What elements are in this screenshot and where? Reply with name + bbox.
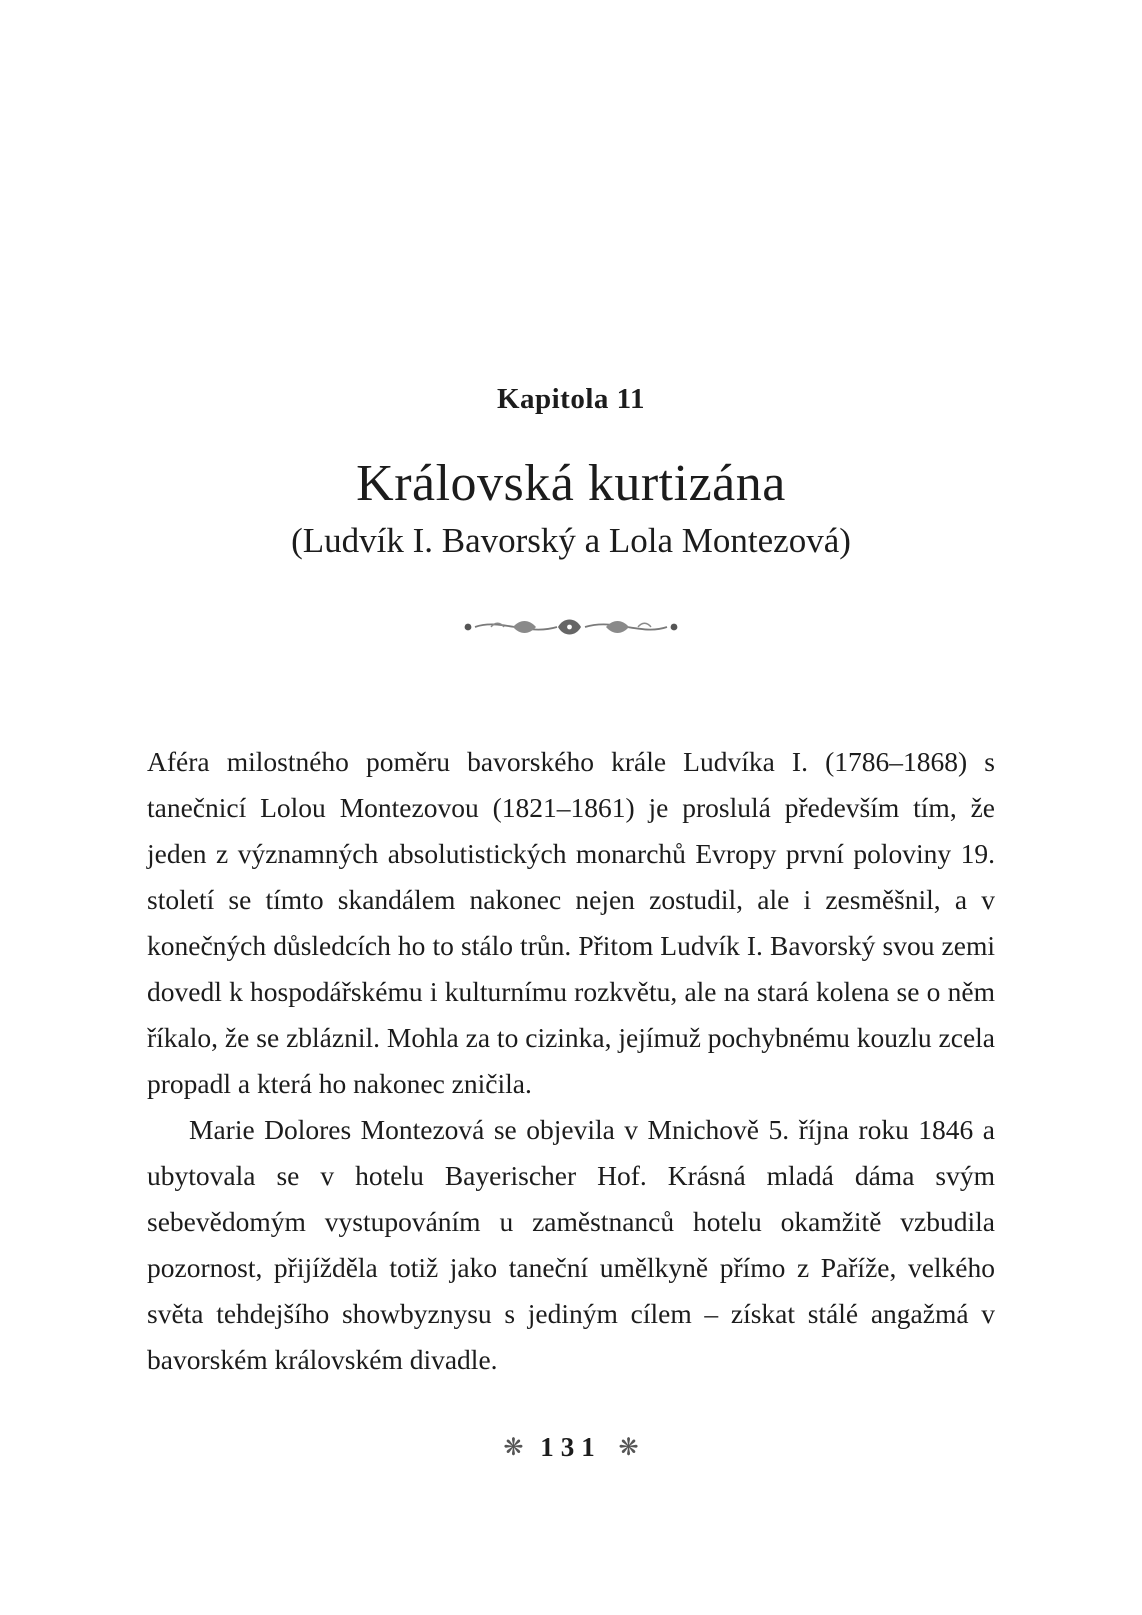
paragraph: Aféra milostného poměru bavorského krále Ludvíka I. (1786–1868) s tanečnicí Lolou Montezovou (1821–1861) je proslulá především tím, že jeden z významných absolutistických monarchů Evropy první poloviny 19. století se tímto skandálem nakonec nejen zostudil, ale i zesměšnil, a v konečných důsledcích ho to stálo trůn. Přitom Ludvík I. Bavorský svou zemi dovedl k hospodářskému i kulturnímu rozkvětu, ale na stará kolena se o něm říkalo, že se zbláznil. Mohla za to cizinka, jejímuž pochybnému kouzlu zcela propadl a která ho nakonec zničila. [147, 746, 995, 1099]
chapter-subtitle: (Ludvík I. Bavorský a Lola Montezová) [291, 521, 851, 560]
floral-asterisk-icon: ❋ [503, 1435, 524, 1461]
divider-row [147, 613, 995, 641]
page-footer [0, 1432, 1142, 1463]
chapter-title: Královská kurtizána [356, 455, 786, 512]
flourish-ornament-icon [461, 613, 681, 641]
page-content [147, 0, 995, 1383]
body-text [147, 739, 995, 1383]
chapter-label: Kapitola 11 [496, 383, 646, 415]
page-number: 131 [540, 1432, 602, 1462]
floral-asterisk-icon: ❋ [618, 1435, 639, 1461]
paragraph: Marie Dolores Montezová se objevila v Mnichově 5. října roku 1846 a ubytovala se v hotelu Bayerischer Hof. Krásná mladá dáma svým sebevědomým vystupováním u zaměstnanců hotelu okamžitě vzbudila pozornost, přijížděla totiž jako taneční umělkyně přímo z Paříže, velkého světa tehdejšího showbyznysu s jediným cílem – získat stálé angažmá v bavorském královském divadle. [147, 1114, 995, 1375]
